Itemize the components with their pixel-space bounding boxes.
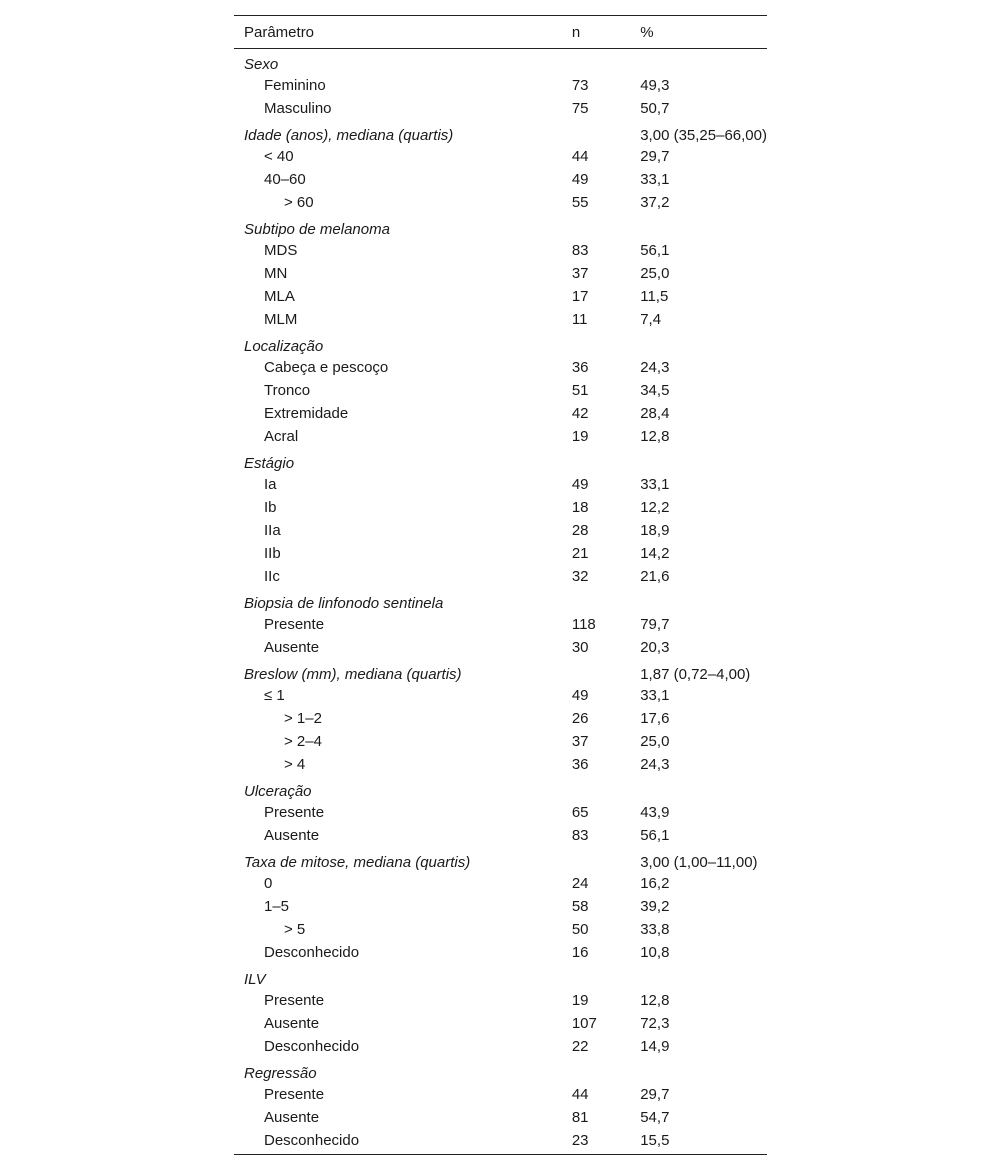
cell-n: 19 bbox=[571, 991, 589, 1009]
cell-percent: 14,9 bbox=[640, 1037, 670, 1055]
cell-percent: 33,1 bbox=[640, 170, 670, 188]
table-row bbox=[234, 1083, 767, 1106]
cell-n: 107 bbox=[571, 1014, 597, 1032]
section-row bbox=[234, 964, 767, 989]
cell-percent: 28,4 bbox=[640, 404, 670, 422]
row-label: Ausente bbox=[264, 638, 320, 656]
table-row bbox=[234, 801, 767, 824]
header-row bbox=[234, 16, 767, 49]
cell-n: 32 bbox=[571, 567, 589, 585]
table-row bbox=[234, 918, 767, 941]
cell-percent bbox=[640, 776, 767, 801]
section-row bbox=[234, 49, 767, 74]
cell-n: 49 bbox=[571, 475, 589, 493]
cell-n: 65 bbox=[571, 803, 589, 821]
cell-n: 55 bbox=[571, 193, 589, 211]
table-row bbox=[234, 356, 767, 379]
cell-n bbox=[572, 1058, 640, 1083]
cell-percent bbox=[640, 448, 767, 473]
cell-percent: 37,2 bbox=[640, 193, 670, 211]
cell-percent bbox=[640, 588, 767, 613]
cell-n: 118 bbox=[571, 615, 596, 633]
cell-percent: 15,5 bbox=[640, 1129, 767, 1155]
cell-percent: 56,1 bbox=[640, 826, 670, 844]
cell-n: 36 bbox=[571, 755, 589, 773]
row-label: < 40 bbox=[264, 147, 294, 165]
row-label: Desconhecido bbox=[264, 943, 360, 961]
row-label: 40–60 bbox=[264, 170, 306, 188]
header-parametro: Parâmetro bbox=[234, 16, 572, 49]
cell-n: 18 bbox=[571, 498, 589, 516]
section-label: Idade (anos), mediana (quartis) bbox=[244, 126, 454, 144]
cell-percent bbox=[640, 964, 767, 989]
cell-n: 49 bbox=[571, 686, 589, 704]
cell-percent: 56,1 bbox=[640, 241, 670, 259]
table-row bbox=[234, 285, 767, 308]
cell-percent: 72,3 bbox=[640, 1014, 670, 1032]
row-label: MLM bbox=[264, 310, 298, 328]
cell-n: 73 bbox=[571, 76, 589, 94]
cell-n: 22 bbox=[571, 1037, 589, 1055]
cell-percent: 12,8 bbox=[640, 991, 670, 1009]
cell-percent: 24,3 bbox=[640, 358, 670, 376]
cell-n: 50 bbox=[571, 920, 589, 938]
cell-percent: 7,4 bbox=[640, 310, 662, 328]
cell-percent: 10,8 bbox=[640, 943, 670, 961]
cell-n: 83 bbox=[571, 241, 589, 259]
section-label: Regressão bbox=[244, 1064, 317, 1082]
table-row bbox=[234, 941, 767, 964]
row-label: > 1–2 bbox=[284, 709, 322, 727]
cell-n: 51 bbox=[571, 381, 589, 399]
cell-n: 58 bbox=[571, 897, 589, 915]
cell-n bbox=[572, 214, 640, 239]
table-row bbox=[234, 425, 767, 448]
cell-n: 44 bbox=[571, 147, 589, 165]
table-row bbox=[234, 1106, 767, 1129]
cell-percent: 25,0 bbox=[640, 732, 670, 750]
row-label: Ausente bbox=[264, 1014, 320, 1032]
cell-percent: 54,7 bbox=[640, 1108, 670, 1126]
cell-percent: 33,1 bbox=[640, 686, 670, 704]
table-row bbox=[234, 97, 767, 120]
cell-n: 49 bbox=[571, 170, 589, 188]
row-label: Masculino bbox=[264, 99, 332, 117]
section-label: ILV bbox=[244, 970, 266, 988]
table-row bbox=[234, 473, 767, 496]
cell-n: 37 bbox=[571, 264, 589, 282]
section-row bbox=[234, 448, 767, 473]
section-row bbox=[234, 847, 767, 872]
row-label: Acral bbox=[264, 427, 299, 445]
cell-n bbox=[572, 448, 640, 473]
table-row bbox=[234, 519, 767, 542]
section-label: Ulceração bbox=[244, 782, 312, 800]
row-label: Ausente bbox=[264, 1108, 320, 1126]
table-row bbox=[234, 824, 767, 847]
row-label: Desconhecido bbox=[264, 1037, 360, 1055]
cell-percent bbox=[640, 331, 767, 356]
cell-n: 16 bbox=[571, 943, 589, 961]
table-body bbox=[234, 49, 767, 1155]
cell-n: 23 bbox=[572, 1129, 640, 1155]
row-label: IIa bbox=[264, 521, 281, 539]
table-row bbox=[234, 496, 767, 519]
cell-n: 24 bbox=[571, 874, 589, 892]
row-label: > 4 bbox=[284, 755, 306, 773]
cell-percent: 16,2 bbox=[640, 874, 670, 892]
cell-percent: 33,8 bbox=[640, 920, 670, 938]
section-label: Taxa de mitose, mediana (quartis) bbox=[244, 853, 471, 871]
section-row bbox=[234, 588, 767, 613]
row-label: Presente bbox=[264, 615, 325, 633]
cell-n: 36 bbox=[571, 358, 589, 376]
row-label: 0 bbox=[264, 874, 273, 892]
row-label: Tronco bbox=[264, 381, 311, 399]
section-label: Subtipo de melanoma bbox=[244, 220, 390, 238]
table-row bbox=[234, 74, 767, 97]
cell-percent: 29,7 bbox=[640, 147, 670, 165]
cell-percent: 11,5 bbox=[640, 287, 669, 305]
cell-n: 11 bbox=[571, 310, 588, 328]
row-label: MLA bbox=[264, 287, 295, 305]
table-row bbox=[234, 1129, 767, 1155]
row-label: Desconhecido bbox=[234, 1129, 572, 1155]
cell-percent: 20,3 bbox=[640, 638, 670, 656]
cell-n: 44 bbox=[571, 1085, 589, 1103]
section-label: Localização bbox=[244, 337, 324, 355]
row-label: Ia bbox=[264, 475, 277, 493]
cell-n: 81 bbox=[571, 1108, 589, 1126]
cell-n: 42 bbox=[571, 404, 589, 422]
section-label: Breslow (mm), mediana (quartis) bbox=[244, 665, 462, 683]
cell-percent bbox=[640, 1058, 767, 1083]
cell-n: 26 bbox=[571, 709, 589, 727]
section-label: Estágio bbox=[244, 454, 295, 472]
cell-n bbox=[572, 120, 640, 145]
cell-percent: 43,9 bbox=[640, 803, 670, 821]
row-label: Cabeça e pescoço bbox=[264, 358, 389, 376]
table-row bbox=[234, 730, 767, 753]
row-label: Ib bbox=[264, 498, 277, 516]
data-table bbox=[234, 15, 767, 1155]
table-row bbox=[234, 684, 767, 707]
table-row bbox=[234, 613, 767, 636]
cell-percent: 3,00 (35,25–66,00) bbox=[640, 126, 767, 144]
section-row bbox=[234, 1058, 767, 1083]
table-row bbox=[234, 145, 767, 168]
cell-n: 19 bbox=[571, 427, 589, 445]
cell-n: 30 bbox=[571, 638, 589, 656]
row-label: > 2–4 bbox=[284, 732, 322, 750]
header-percent: % bbox=[640, 16, 767, 49]
cell-n: 17 bbox=[571, 287, 589, 305]
cell-percent: 25,0 bbox=[640, 264, 670, 282]
cell-percent: 18,9 bbox=[640, 521, 670, 539]
section-row bbox=[234, 659, 767, 684]
section-row bbox=[234, 331, 767, 356]
table-row bbox=[234, 989, 767, 1012]
section-label: Biopsia de linfonodo sentinela bbox=[244, 594, 444, 612]
cell-percent: 50,7 bbox=[640, 99, 670, 117]
cell-percent: 49,3 bbox=[640, 76, 670, 94]
cell-percent: 79,7 bbox=[640, 615, 670, 633]
cell-percent: 24,3 bbox=[640, 755, 670, 773]
cell-percent: 34,5 bbox=[640, 381, 670, 399]
table-row bbox=[234, 1012, 767, 1035]
row-label: Presente bbox=[264, 1085, 325, 1103]
row-label: Extremidade bbox=[264, 404, 349, 422]
table-row bbox=[234, 707, 767, 730]
cell-n bbox=[572, 776, 640, 801]
cell-percent: 39,2 bbox=[640, 897, 670, 915]
cell-percent: 12,2 bbox=[640, 498, 670, 516]
cell-percent: 29,7 bbox=[640, 1085, 670, 1103]
cell-n: 75 bbox=[571, 99, 589, 117]
row-label: IIb bbox=[264, 544, 281, 562]
cell-percent: 14,2 bbox=[640, 544, 670, 562]
cell-n bbox=[572, 588, 640, 613]
table-row bbox=[234, 379, 767, 402]
cell-percent: 1,87 (0,72–4,00) bbox=[640, 665, 751, 683]
table-row bbox=[234, 308, 767, 331]
cell-n bbox=[572, 847, 640, 872]
row-label: MDS bbox=[264, 241, 298, 259]
table-row bbox=[234, 636, 767, 659]
cell-percent: 3,00 (1,00–11,00) bbox=[640, 853, 758, 871]
table-row bbox=[234, 402, 767, 425]
cell-n bbox=[572, 659, 640, 684]
table-row bbox=[234, 872, 767, 895]
table-row bbox=[234, 262, 767, 285]
row-label: > 60 bbox=[284, 193, 314, 211]
cell-percent: 33,1 bbox=[640, 475, 670, 493]
table-row bbox=[234, 542, 767, 565]
row-label: Presente bbox=[264, 991, 325, 1009]
cell-percent: 17,6 bbox=[640, 709, 670, 727]
row-label: Feminino bbox=[264, 76, 326, 94]
section-label: Sexo bbox=[244, 55, 279, 73]
cell-n: 21 bbox=[571, 544, 589, 562]
cell-percent bbox=[640, 214, 767, 239]
table-row bbox=[234, 191, 767, 214]
table-row bbox=[234, 753, 767, 776]
cell-n bbox=[572, 49, 640, 74]
cell-n: 28 bbox=[571, 521, 589, 539]
cell-percent: 12,8 bbox=[640, 427, 670, 445]
table-row bbox=[234, 565, 767, 588]
row-label: > 5 bbox=[284, 920, 306, 938]
cell-n bbox=[572, 964, 640, 989]
row-label: MN bbox=[264, 264, 288, 282]
row-label: Ausente bbox=[264, 826, 320, 844]
table-row bbox=[234, 895, 767, 918]
header-n: n bbox=[572, 16, 640, 49]
cell-n: 83 bbox=[571, 826, 589, 844]
table-row bbox=[234, 168, 767, 191]
table-row bbox=[234, 239, 767, 262]
row-label: Presente bbox=[264, 803, 325, 821]
section-row bbox=[234, 776, 767, 801]
section-row bbox=[234, 214, 767, 239]
cell-percent bbox=[640, 49, 767, 74]
cell-percent: 21,6 bbox=[640, 567, 670, 585]
section-row bbox=[234, 120, 767, 145]
cell-n: 37 bbox=[571, 732, 589, 750]
table-row bbox=[234, 1035, 767, 1058]
cell-n bbox=[572, 331, 640, 356]
row-label: IIc bbox=[264, 567, 280, 585]
row-label: ≤ 1 bbox=[264, 686, 285, 704]
row-label: 1–5 bbox=[264, 897, 290, 915]
